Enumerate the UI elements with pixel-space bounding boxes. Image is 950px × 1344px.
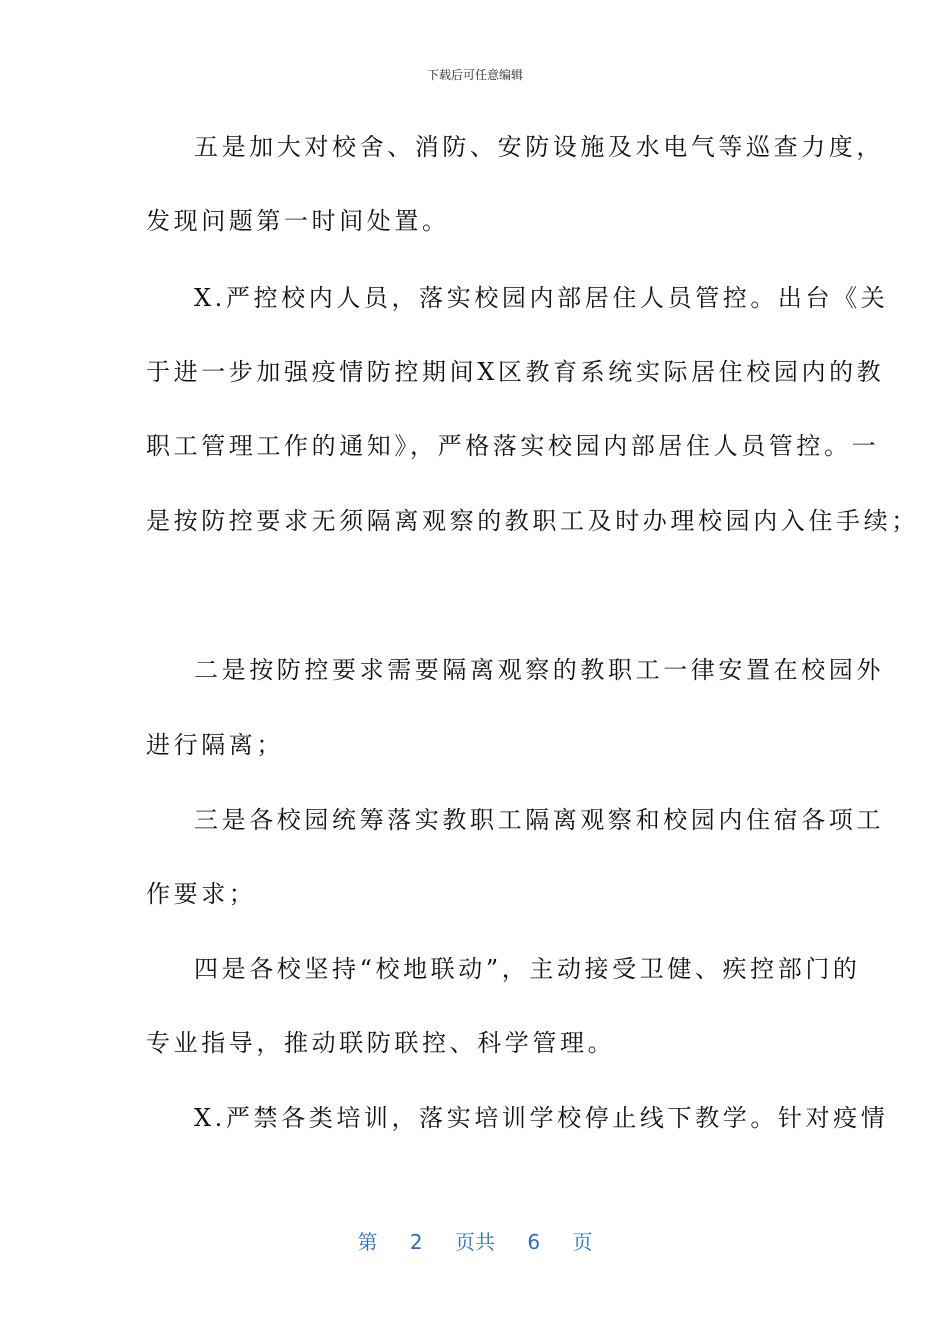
page-footer (0, 1226, 950, 1255)
total-pages-number: 6 (527, 1230, 541, 1254)
footer-label-ye: 页 (572, 1230, 593, 1254)
header-note: 下载后可任意编辑 (426, 68, 523, 82)
paragraph-line: 职工管理工作的通知》，严格落实校园内部居住人员管控。一 (146, 432, 880, 460)
paragraph-line: 于进一步加强疫情防控期间X区教育系统实际居住校园内的教 (146, 358, 885, 386)
paragraph-line: 四是各校坚持“校地联动”，主动接受卫健、疾控部门的 (194, 955, 861, 983)
paragraph-line: X.严禁各类培训，落实培训学校停止线下教学。针对疫情 (194, 1104, 889, 1132)
paragraph-line: 发现问题第一时间处置。 (146, 207, 450, 235)
footer-label-di: 第 (357, 1230, 378, 1254)
paragraph-line: X.严控校内人员，落实校园内部居住人员管控。出台《关 (194, 284, 889, 312)
footer-label-ye-gong: 页共 (455, 1230, 495, 1254)
paragraph-line: 二是按防控要求需要隔离观察的教职工一律安置在校园外 (194, 656, 884, 684)
paragraph-line: 三是各校园统筹落实教职工隔离观察和校园内住宿各项工 (194, 806, 884, 834)
paragraph-line: 进行隔离； (146, 731, 284, 759)
paragraph-line: 作要求； (146, 880, 257, 908)
paragraph-line: 是按防控要求无须隔离观察的教职工及时办理校园内入住手续； (146, 507, 919, 535)
current-page-number: 2 (409, 1230, 423, 1254)
paragraph-line: 专业指导，推动联防联控、科学管理。 (146, 1029, 616, 1057)
paragraph-line: 五是加大对校舍、消防、安防设施及水电气等巡查力度， (194, 133, 884, 161)
